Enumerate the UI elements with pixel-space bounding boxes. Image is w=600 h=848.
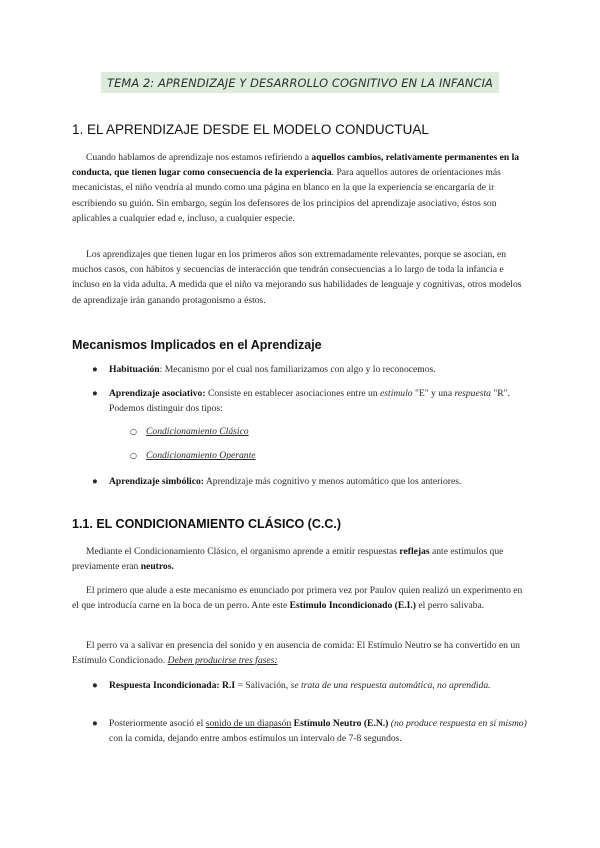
paragraph-cc-definition: Mediante el Condicionamiento Clásico, el organismo aprende a emitir respuestas reflejas ante estímulos que previamente eran neutros.	[72, 546, 504, 573]
sublist-item-condicionamiento-clasico: ○ Condicionamiento Clásico	[130, 426, 249, 437]
circle-bullet-icon: ○	[130, 427, 137, 436]
list-item-aprendizaje-simbolico: ● Aprendizaje simbólico: Aprendizaje más cognitivo y menos automático que los anteriores.	[92, 474, 528, 489]
list-item-respuesta-incondicionada: ● Respuesta Incondicionada: R.I = Salivación, se trata de una respuesta automática, no aprendida.	[92, 678, 528, 693]
paragraph-paulov-experiment: El primero que alude a este mecanismo es enunciado por primera vez por Paulov quien realizó un experimento en el que introducía carne en la boca de un perro. Ante este Estímulo Incondicionado (E.I.) el perro salivaba.	[72, 585, 523, 612]
sublist-item-condicionamiento-operante: ○ Condicionamiento Operante	[130, 450, 256, 461]
bullet-dot-icon: ●	[92, 718, 98, 729]
list-item-habituacion: ● Habituación: Mecanismo por el cual nos familiarizamos con algo y lo reconocemos.	[92, 362, 528, 377]
bullet-dot-icon: ●	[92, 680, 98, 691]
paragraph-aprendizaje-definition: Cuando hablamos de aprendizaje nos estamos refiriendo a aquellos cambios, relativamente permanentes en la conducta, que tienen lugar como consecuencia de la experiencia. Para aquellos autores de orientaciones más mecanicistas, el niño vendría al mundo como una página en blanco en la que la experiencia se encargaría de ir escribiendo su guión. Sin embargo, según los defensores de los principios del aprendizaje asociativo, éstos son aplicables a cualquier edad e, incluso, a cualquier especie.	[72, 152, 520, 224]
list-item-aprendizaje-asociativo: ● Aprendizaje asociativo: Consiste en establecer asociaciones entre un estímulo "E" y una respuesta "R". Podemos distinguir dos tipos:	[92, 388, 510, 415]
bullet-dot-icon: ●	[92, 388, 98, 399]
section-heading-aprendizaje: 1. EL APRENDIZAJE DESDE EL MODELO CONDUCTUAL	[72, 122, 429, 137]
circle-bullet-icon: ○	[130, 451, 137, 460]
paragraph-estimulo-condicionado: El perro va a salivar en presencia del sonido y en ausencia de comida: El Estímulo Neutro se ha convertido en un Estímulo Condicionado. Deben producirse tres fases:	[72, 640, 520, 667]
list-item-estimulo-neutro: ● Posteriormente asoció el sonido de un diapasón Estímulo Neutro (E.N.) (no produce respuesta en sí mismo) con la comida, dejando entre ambos estímulos un intervalo de 7-8 segundos.	[92, 718, 527, 745]
section-heading-mecanismos: Mecanismos Implicados en el Aprendizaje	[72, 338, 322, 352]
bullet-dot-icon: ●	[92, 476, 98, 487]
title-banner	[0, 72, 600, 93]
bullet-dot-icon: ●	[92, 364, 98, 375]
document-title: TEMA 2: APRENDIZAJE Y DESARROLLO COGNITIVO EN LA INFANCIA	[101, 72, 499, 93]
section-heading-condicionamiento-clasico: 1.1. EL CONDICIONAMIENTO CLÁSICO (C.C.)	[72, 517, 342, 531]
paragraph-early-learning: Los aprendizajes que tienen lugar en los primeros años son extremadamente relevantes, porque se asocian, en muchos casos, con hábitos y secuencias de interacción que tendrán consecuencias a lo largo de toda la infancia e incluso en la vida adulta. A medida que el niño va mejorando sus habilidades de lenguaje y cognitivas, otros modelos de aprendizaje irán ganando protagonismo a éstos.	[72, 249, 522, 306]
